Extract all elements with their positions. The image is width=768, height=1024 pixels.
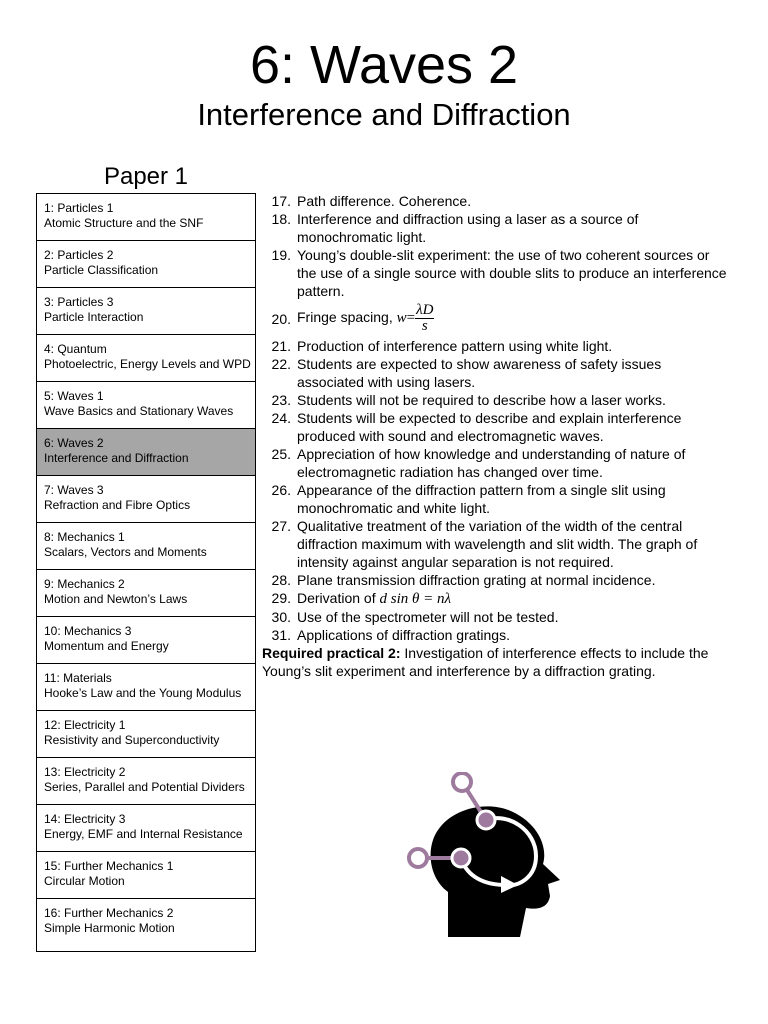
head-silhouette [431, 806, 560, 937]
spec-item [262, 481, 730, 517]
spec-item [262, 409, 730, 445]
spec-item [262, 303, 730, 334]
topic-subtitle: Photoelectric, Energy Levels and WPD [44, 357, 251, 371]
topic-title: 10: Mechanics 3 [44, 624, 132, 638]
topic-title: 3: Particles 3 [44, 295, 114, 309]
topic-title: 4: Quantum [44, 342, 107, 356]
topic-subtitle: Scalars, Vectors and Moments [44, 545, 207, 559]
spec-item-text: Appearance of the diffraction pattern from a single slit using monochromatic and white light. [297, 482, 666, 516]
spec-item-number: 17. [271, 193, 291, 209]
topic-item[interactable] [37, 382, 255, 429]
paper-heading: Paper 1 [103, 163, 189, 190]
spec-item-number: 26. [271, 482, 291, 498]
topic-item[interactable] [37, 711, 255, 758]
topic-subtitle: Momentum and Energy [44, 639, 169, 653]
topic-item[interactable] [37, 523, 255, 570]
spec-item-text: Plane transmission diffraction grating at normal incidence. [297, 572, 656, 588]
spec-item-text: Path difference. Coherence. [297, 193, 472, 209]
grating-equation: d sin θ = nλ [379, 591, 451, 607]
spec-item [262, 608, 730, 626]
topic-item[interactable] [37, 335, 255, 382]
spec-item [262, 192, 730, 210]
spec-content [262, 192, 730, 680]
topic-item[interactable] [37, 617, 255, 664]
topic-title: 2: Particles 2 [44, 248, 114, 262]
topic-title: 14: Electricity 3 [44, 812, 126, 826]
spec-item-text: Interference and diffraction using a laser as a source of monochromatic light. [297, 211, 639, 245]
spec-item [262, 337, 730, 355]
spec-item [262, 355, 730, 391]
spec-item-number: 25. [271, 446, 291, 462]
topic-item[interactable] [37, 476, 255, 523]
page-subtitle: Interference and Diffraction [197, 97, 571, 132]
topic-title: 16: Further Mechanics 2 [44, 906, 174, 920]
spec-item [262, 210, 730, 246]
topic-title: 9: Mechanics 2 [44, 577, 125, 591]
topic-subtitle: Series, Parallel and Potential Dividers [44, 780, 245, 794]
spec-item-text: Production of interference pattern using white light. [297, 338, 613, 354]
topic-subtitle: Resistivity and Superconductivity [44, 733, 220, 747]
topic-subtitle: Refraction and Fibre Optics [44, 498, 191, 512]
spec-item-text: Derivation of [297, 590, 380, 606]
topic-title: 15: Further Mechanics 1 [44, 859, 174, 873]
spec-item-number: 24. [271, 410, 291, 426]
spec-item-number: 31. [271, 627, 291, 643]
topic-title: 8: Mechanics 1 [44, 530, 125, 544]
spec-item-text: Qualitative treatment of the variation of the width of the central diffraction maximum with wavelength and slit width. The graph of intensity against angular separation is not required. [297, 518, 698, 570]
topic-title: 7: Waves 3 [44, 483, 104, 497]
spec-item-text: Fringe spacing, [297, 308, 397, 325]
spec-item-number: 28. [271, 572, 291, 588]
spec-item [262, 246, 730, 300]
spec-item [262, 445, 730, 481]
topic-title: 11: Materials [44, 671, 112, 685]
topic-item[interactable] [37, 288, 255, 335]
spec-list [262, 192, 730, 644]
spec-item-number: 22. [271, 356, 291, 372]
spec-item-number: 19. [271, 247, 291, 263]
fringe-spacing-formula: w= $\frac{\lambda D}{s}$ [396, 302, 434, 334]
topic-item[interactable] [37, 899, 255, 951]
topic-title: 1: Particles 1 [44, 201, 114, 215]
spec-item-text: Use of the spectrometer will not be tested. [297, 609, 559, 625]
spec-item-text: Appreciation of how knowledge and understanding of nature of electromagnetic radiation has changed over time. [297, 446, 686, 480]
topic-subtitle: Interference and Diffraction [44, 451, 189, 465]
practical-text: Investigation of interference effects to include the Young’s slit experiment and interference by a diffraction grating. [262, 645, 709, 679]
topic-title: 6: Waves 2 [44, 436, 104, 450]
topic-subtitle: Circular Motion [44, 874, 125, 888]
required-practical [262, 644, 730, 680]
spec-item-text: Students will not be required to describe how a laser works. [297, 392, 666, 408]
topic-title: 5: Waves 1 [44, 389, 104, 403]
topic-item[interactable] [37, 852, 255, 899]
page-title: 6: Waves 2 [249, 35, 519, 95]
spec-item-text: Young’s double-slit experiment: the use of two coherent sources or the use of a single source with double slits to produce an interference pattern. [297, 247, 727, 299]
spec-item [262, 391, 730, 409]
topic-subtitle: Particle Interaction [44, 310, 144, 324]
practical-label: Required practical 2: [262, 645, 401, 661]
spec-item-number: 21. [271, 338, 291, 354]
spec-item-number: 29. [271, 590, 291, 606]
spec-item-number: 27. [271, 518, 291, 534]
spec-item-text: Students are expected to show awareness of safety issues associated with using lasers. [297, 356, 662, 390]
topic-item[interactable] [37, 664, 255, 711]
topic-item[interactable] [37, 805, 255, 852]
topic-item[interactable] [37, 758, 255, 805]
spec-item-number: 18. [271, 211, 291, 227]
spec-item [262, 517, 730, 571]
spec-item-text: Applications of diffraction gratings. [297, 627, 510, 643]
topic-subtitle: Energy, EMF and Internal Resistance [44, 827, 243, 841]
topic-subtitle: Particle Classification [44, 263, 159, 277]
topic-item[interactable] [37, 570, 255, 617]
topic-item[interactable] [37, 429, 255, 476]
topic-subtitle: Atomic Structure and the SNF [44, 216, 204, 230]
topic-list [36, 193, 256, 952]
head-network-icon [398, 772, 568, 942]
spec-item [262, 626, 730, 644]
topic-subtitle: Motion and Newton’s Laws [44, 592, 188, 606]
topic-item[interactable] [37, 194, 255, 241]
topic-title: 13: Electricity 2 [44, 765, 126, 779]
topic-subtitle: Simple Harmonic Motion [44, 921, 175, 935]
topic-subtitle: Hooke’s Law and the Young Modulus [44, 686, 242, 700]
spec-item-number: 30. [271, 609, 291, 625]
spec-item-number: 23. [271, 392, 291, 408]
topic-title: 12: Electricity 1 [44, 718, 126, 732]
spec-item [262, 571, 730, 589]
topic-subtitle: Wave Basics and Stationary Waves [44, 404, 234, 418]
topic-item[interactable] [37, 241, 255, 288]
spec-item-text: Students will be expected to describe and explain interference produced with sound and electromagnetic waves. [297, 410, 682, 444]
spec-item [262, 589, 730, 608]
spec-item-number: 20. [271, 310, 291, 327]
